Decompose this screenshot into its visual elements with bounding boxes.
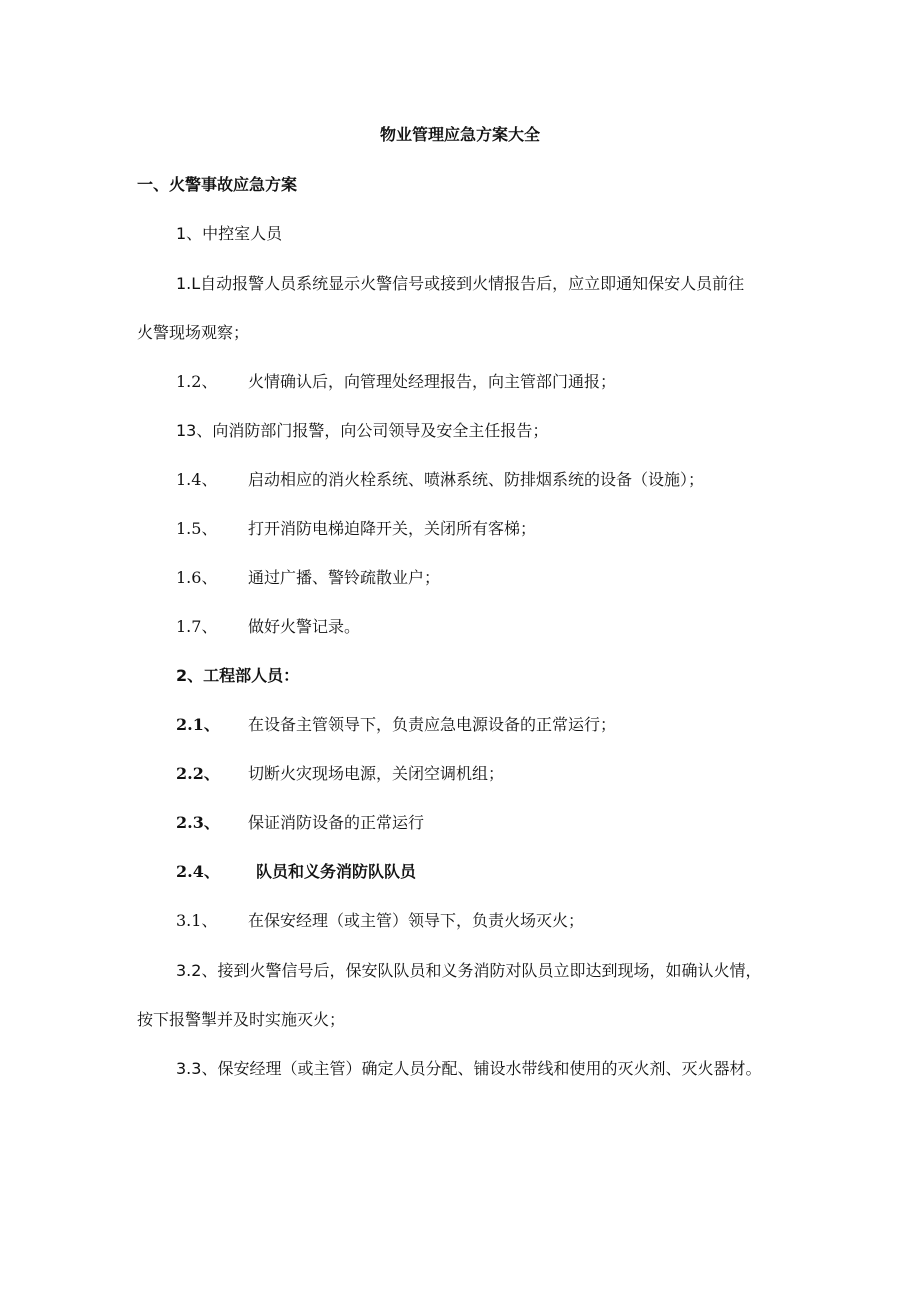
item-text: 在设备主管领导下，负责应急电源设备的正常运行； [248, 715, 617, 734]
item-number: 1.2、 [176, 372, 218, 391]
item-number: 1.7、 [176, 617, 218, 636]
item-2-3 [176, 812, 424, 834]
item-text: 在保安经理（或主管）领导下，负责火场灭火； [248, 911, 585, 930]
item-text: 队员和义务消防队队员 [256, 862, 417, 881]
item-number: 3.1、 [176, 911, 218, 930]
item-text: 火情确认后，向管理处经理报告，向主管部门通报； [248, 372, 617, 391]
item-2-1 [176, 714, 616, 736]
item-number: 2.2、 [176, 764, 220, 783]
subsection-heading-control-room: 1、中控室人员 [176, 224, 283, 243]
item-text: 做好火警记录。 [248, 617, 361, 636]
item-1-1-line2: 火警现场观察； [137, 323, 250, 342]
item-1-7 [176, 616, 360, 638]
item-3-3: 3.3、保安经理（或主管）确定人员分配、铺设水带线和使用的灭火剂、灭火器材。 [176, 1059, 762, 1078]
item-1-5 [176, 518, 536, 540]
item-1-6 [176, 567, 440, 589]
item-text: 切断火灾现场电源，关闭空调机组； [248, 764, 505, 783]
item-text: 通过广播、警铃疏散业户； [248, 568, 441, 587]
item-2-2 [176, 763, 504, 785]
item-1-4 [176, 469, 704, 491]
item-number: 1.5、 [176, 519, 218, 538]
subsection-heading-engineering: 2、工程部人员： [176, 666, 300, 685]
item-number: 2.1、 [176, 715, 220, 734]
item-number: 1.4、 [176, 470, 218, 489]
item-1-1-line1: 1.L自动报警人员系统显示火警信号或接到火情报告后，应立即通知保安人员前往 [176, 274, 745, 293]
page-title: 物业管理应急方案大全 [379, 125, 540, 144]
item-number: 2.3、 [176, 813, 220, 832]
item-3-2-line1: 3.2、接到火警信号后，保安队队员和义务消防对队员立即达到现场，如确认火情， [176, 961, 762, 980]
item-number: 1.6、 [176, 568, 218, 587]
item-text: 打开消防电梯迫降开关，关闭所有客梯； [248, 519, 537, 538]
item-text: 启动相应的消火栓系统、喷淋系统、防排烟系统的设备（设施）； [248, 470, 705, 489]
item-number: 2.4、 [176, 862, 220, 881]
item-3-2-line2: 按下报警掣并及时实施灭火； [137, 1010, 346, 1029]
item-text: 保证消防设备的正常运行 [248, 813, 425, 832]
item-2-4 [176, 861, 416, 883]
item-1-2 [176, 371, 616, 393]
section-heading-fire: 一、火警事故应急方案 [137, 175, 298, 194]
item-3-1 [176, 910, 584, 932]
item-1-3: 13、向消防部门报警，向公司领导及安全主任报告； [176, 421, 549, 440]
